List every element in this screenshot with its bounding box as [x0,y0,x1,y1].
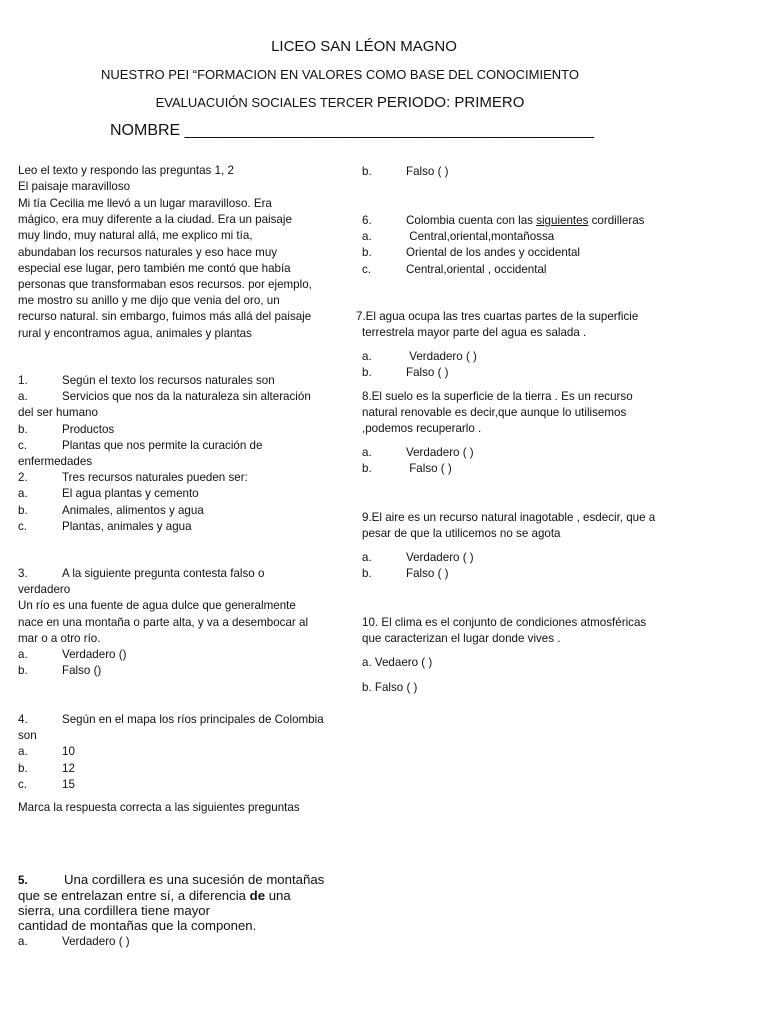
q8-b-label: b. [362,462,372,476]
q4-c-text: 15 [62,777,75,791]
story-line: especial ese lugar, pero también me contó que había [18,261,291,275]
question-1-block [18,373,311,535]
q9-line: pesar de que la utilicemos no se agota [362,527,561,541]
school-name: LICEO SAN LÉON MAGNO [271,38,457,55]
q3-option-a [18,647,308,663]
q4-a-text: 10 [62,745,75,759]
q8-a-text: Verdadero ( ) [406,446,474,459]
q1-b-text: Productos [62,422,115,436]
q2-option-c [18,519,311,535]
q6-option-c [362,262,644,278]
q8-option-b [362,461,474,477]
q5-b-text: Falso ( ) [406,165,449,178]
q5-line2-post: una [265,888,291,903]
question-3-block [18,566,308,679]
q1-a-text: Servicios que nos da la naturaleza sin alteración [62,390,311,404]
q3-a-label: a. [18,648,28,662]
q6-text-pre: Colombia cuenta con las [406,214,537,227]
q3-text: A la siguiente pregunta contesta falso o [62,567,265,580]
q6-b-label: b. [362,246,372,260]
q6-a-text: Central,oriental,montañossa [406,230,555,244]
q6-b-text: Oriental de los andes y occidental [406,246,581,260]
question-2 [18,470,311,486]
q9-a-label: a. [362,551,372,564]
intro-text: Leo el texto y respondo las preguntas 1, 2 [18,164,234,177]
q9-options [362,550,474,582]
q6-a-label: a. [362,230,372,244]
q7-a-label: a. [362,350,372,363]
question-9 [362,510,655,542]
q8-line: 8.El suelo es la superficie de la tierra . Es un recurso [362,390,633,403]
q5-a-text: Verdadero ( ) [62,935,130,948]
q9-option-a [362,550,474,566]
q5-number: 5. [18,874,28,887]
name-field-line: NOMBRE ______________________________________________ [110,122,594,139]
q1-c-label: c. [18,438,28,452]
q3-statement-line: nace en una montaña o parte alta, y va a desembocar al [18,615,309,629]
question-10 [362,615,646,647]
q9-a-text: Verdadero ( ) [406,551,474,564]
q2-c-text: Plantas, animales y agua [62,519,192,533]
q9-b-label: b. [362,567,372,581]
q4-a-label: a. [18,745,28,759]
q4-b-text: 12 [62,761,75,775]
q6-option-a [362,229,644,245]
q3-number: 3. [18,567,28,580]
q5-line [18,888,324,903]
q3-b-label: b. [18,664,28,678]
q9-option-b [362,566,474,582]
question-8 [362,389,633,438]
q5-option-a [18,934,130,950]
q5-line: Una cordillera es una sucesión de montañas [64,872,325,887]
q4-option-c [18,777,324,793]
q8-line: ,podemos recuperarlo . [362,422,482,436]
question-5 [18,872,324,888]
evaluation-period: PERIODO: PRIMERO [376,94,525,111]
q1-option-a [18,389,311,405]
story-paragraph [18,196,312,342]
q4-option-b [18,761,324,777]
story-line: abundaban los recursos naturales y eso hace muy [18,245,278,259]
q5-a-label: a. [18,935,28,948]
q1-number: 1. [18,374,28,387]
question-6-block [362,213,644,278]
q8-line: natural renovable es decir,que aunque lo utilisemos [362,406,627,420]
q4-b-label: b. [18,761,28,775]
story-line: personas que transformaban esos recursos. por ejemplo, [18,278,312,292]
q6-text-post: cordilleras [588,214,645,227]
q7-options [362,349,477,381]
q2-b-label: b. [18,503,28,517]
q6-c-label: c. [362,262,372,276]
q4-text-cont: son [18,729,37,743]
story-line: muy lindo, muy natural allá, me explico mi tía, [18,229,253,243]
q3-statement-line: Un río es una fuente de agua dulce que generalmente [18,599,296,613]
q9-b-text: Falso ( ) [406,567,449,581]
q5-line2-bold: de [249,888,266,903]
q1-option-c-cont: enfermedades [18,455,93,469]
pei-line: NUESTRO PEI “FORMACION EN VALORES COMO BASE DEL CONOCIMIENTO [101,67,579,82]
q2-option-b [18,503,311,519]
q10-line: que caracterizan el lugar donde vives . [362,632,561,646]
question-3 [18,566,308,582]
q8-options [362,445,474,477]
question-5-block [18,872,324,933]
q10-option-b: b. Falso ( ) [362,681,418,694]
q1-b-label: b. [18,422,28,436]
story-title: El paisaje maravilloso [18,180,131,193]
q7-line: 7.El agua ocupa las tres cuartas partes de la superficie [356,310,639,323]
q3-a-text: Verdadero () [62,648,127,662]
q10-option-a: a. Vedaero ( ) [362,656,433,669]
q3-option-b [18,663,308,679]
story-line: rural y encontramos agua, animales y plantas [18,326,252,340]
q9-line: 9.El aire es un recurso natural inagotable , esdecir, que a [362,511,656,524]
evaluation-prefix: EVALUACUIÓN SOCIALES TERCER [155,95,377,110]
q2-a-text: El agua plantas y cemento [62,487,199,501]
q7-b-label: b. [362,366,372,380]
q5-line: sierra, una cordillera tiene mayor [18,903,211,918]
q4-number: 4. [18,713,28,726]
q1-a-label: a. [18,390,28,404]
story-line: recurso natural. sin embargo, fuimos más allá del paisaje [18,310,312,324]
q3-b-text: Falso () [62,664,102,678]
q1-text: Según el texto los recursos naturales son [62,374,275,387]
q4-c-label: c. [18,777,28,791]
instruction-text: Marca la respuesta correcta a las siguientes preguntas [18,801,300,814]
story-line: me mostro su anillo y me dijo que venia del oro, un [18,294,280,308]
q7-option-a [362,349,477,365]
q2-a-label: a. [18,487,28,501]
q8-a-label: a. [362,446,372,459]
q7-b-text: Falso ( ) [406,366,449,380]
question-1 [18,373,311,389]
q8-option-a [362,445,474,461]
q1-option-a-cont: del ser humano [18,406,98,420]
q10-line: 10. El clima es el conjunto de condiciones atmosféricas [362,616,647,629]
q6-c-text: Central,oriental , occidental [406,262,547,276]
q2-c-label: c. [18,519,28,533]
question-4-block [18,712,324,793]
question-4 [18,712,324,728]
q6-number: 6. [362,214,372,227]
q6-option-b [362,245,644,261]
q5-option-b [362,164,449,180]
q4-option-a [18,744,324,760]
question-7 [356,309,638,341]
q1-c-text: Plantas que nos permite la curación de [62,438,263,452]
q4-text: Según en el mapa los ríos principales de Colombia [62,713,324,726]
q3-statement-line: mar o a otro río. [18,631,101,645]
question-6 [362,213,644,229]
evaluation-line [0,94,680,111]
q2-b-text: Animales, alimentos y agua [62,503,204,517]
q5-b-label: b. [362,165,372,178]
q7-line: terrestrela mayor parte del agua es salada . [362,326,587,340]
q7-option-b [362,365,477,381]
q3-text-cont: verdadero [18,583,71,597]
q1-option-c [18,438,311,454]
q2-number: 2. [18,471,28,485]
q5-line: cantidad de montañas que la componen. [18,918,257,933]
q1-option-b [18,422,311,438]
story-line: Mi tía Cecilia me llevó a un lugar maravilloso. Era [18,197,272,210]
q5-line2-pre: que se entrelazan entre sí, a diferencia [18,888,250,903]
q8-b-text: Falso ( ) [406,462,452,476]
story-line: mágico, era muy diferente a la ciudad. Era un paisaje [18,213,292,227]
q6-text-underlined: siguientes [536,214,589,227]
q2-text: Tres recursos naturales pueden ser: [62,471,248,485]
q2-option-a [18,486,311,502]
q7-a-text: Verdadero ( ) [406,350,477,363]
